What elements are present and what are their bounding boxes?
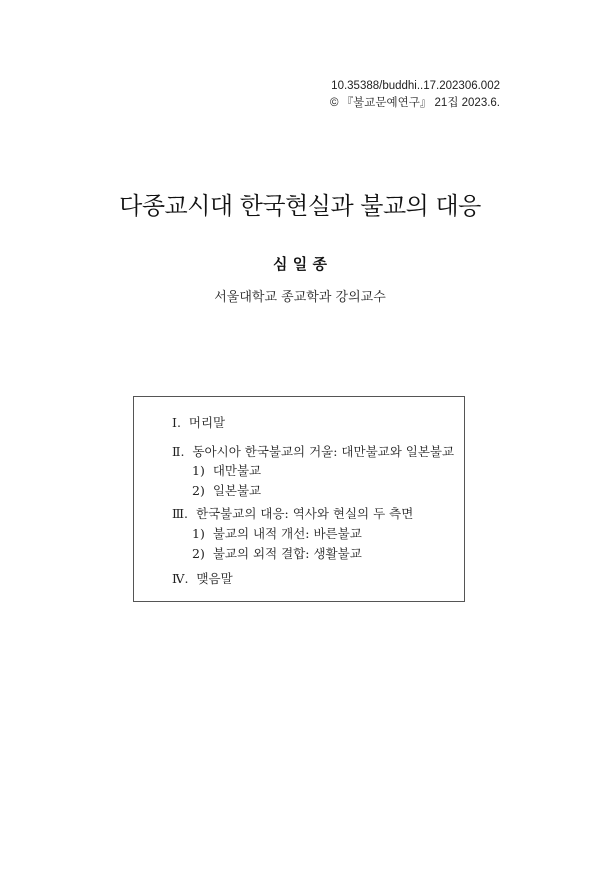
toc-subsection-number: 2) [192,483,205,498]
paper-title: 다종교시대 한국현실과 불교의 대응 [119,192,481,220]
toc-section-title: 동아시아 한국불교의 거울: 대만불교와 일본불교 [192,444,455,459]
toc-section-4 [172,569,233,587]
toc-subsection-number: 1) [192,526,205,541]
journal-citation: © 『불교문예연구』 21집 2023.6. [330,97,500,109]
toc-section-title: 한국불교의 대응: 역사와 현실의 두 측면 [196,506,414,521]
toc-subsection-3-1 [192,524,362,542]
toc-subsection-number: 2) [192,546,205,561]
toc-section-2 [172,442,454,460]
toc-subsection-title: 대만불교 [212,463,262,478]
citation-header [330,78,500,112]
toc-subsection-2-1 [192,461,261,479]
toc-section-title: 머리말 [188,415,226,430]
table-of-contents [133,396,465,602]
author-name: 심 일 종 [273,255,327,273]
toc-subsection-3-2 [192,544,362,562]
toc-section-number: Ⅱ. [172,444,185,459]
author-affiliation: 서울대학교 종교학과 강의교수 [214,290,386,305]
toc-section-number: Ⅰ. [172,415,181,430]
toc-section-1 [172,413,225,431]
toc-subsection-2-2 [192,481,261,499]
doi-text: 10.35388/buddhi..17.202306.002 [331,80,500,92]
toc-section-3 [172,504,413,522]
toc-subsection-title: 일본불교 [212,483,262,498]
toc-subsection-title: 불교의 외적 결합: 생활불교 [212,546,362,561]
toc-subsection-number: 1) [192,463,205,478]
toc-subsection-title: 불교의 내적 개선: 바른불교 [212,526,362,541]
toc-section-number: Ⅳ. [172,571,189,586]
toc-section-number: Ⅲ. [172,506,189,521]
toc-section-title: 맺음말 [196,571,233,586]
